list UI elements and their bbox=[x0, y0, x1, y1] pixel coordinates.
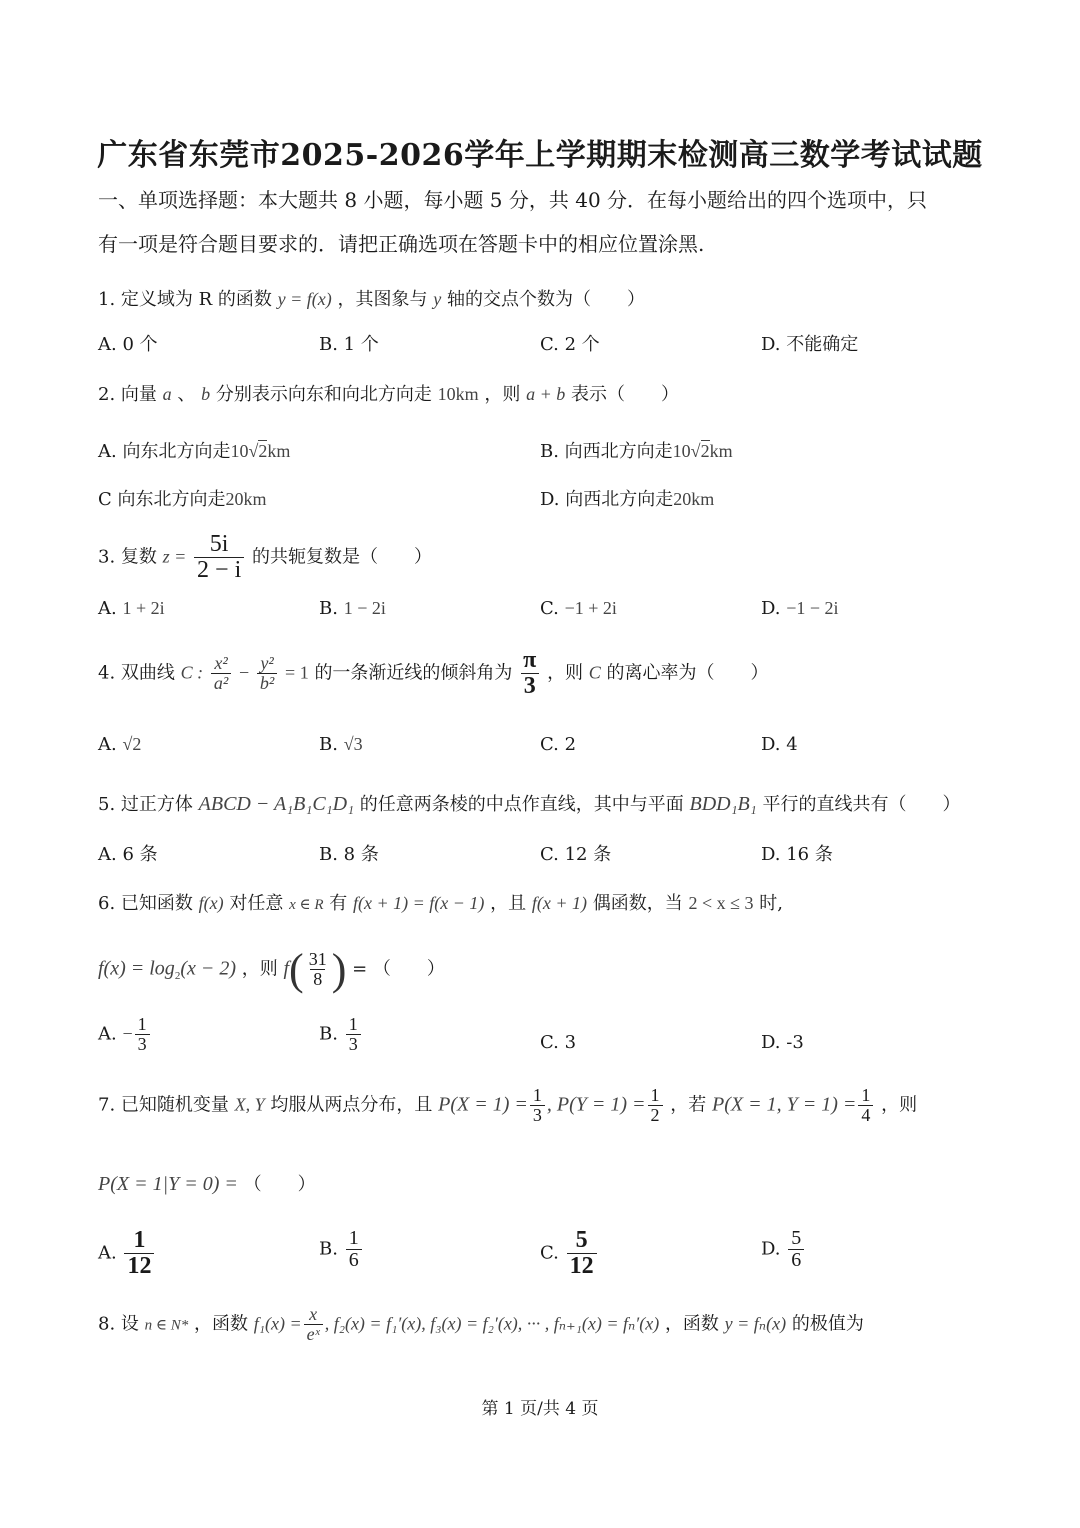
q2-option-b: B. 向西北方向走10√2km bbox=[540, 441, 733, 462]
question-6-line2: $f(x) = \log_2(x - 2)$ ，则 f( $\frac{31}{8}$ ) = （ ） bbox=[98, 945, 445, 994]
question-3: 3. 复数 z = $\frac{5i}{2 - i}$ 的共轭复数是（ ） bbox=[98, 531, 432, 584]
q5-option-c: C. 12 条 bbox=[540, 844, 612, 865]
left-paren: ( bbox=[289, 945, 304, 994]
question-2: 2. 向量 a 、 b 分别表示向东和向北方向走 10km ，则 a + b 表示（ ） bbox=[98, 384, 679, 405]
page-title: 广东省东莞市2025-2026学年上学期期末检测高三数学考试试题 bbox=[97, 138, 983, 173]
question-5: 5. 过正方体 ABCD − A₁B₁C₁D₁ 的任意两条棱的中点作直线，其中与平面 BDD₁B₁ 平行的直线共有（ ） bbox=[98, 793, 961, 815]
q6-option-b: B. $\frac{1}{3}$ bbox=[319, 1015, 363, 1054]
q2-option-a: A. 向东北方向走10√2km bbox=[98, 441, 291, 462]
fraction-pi-over-3: $\frac{\pi}{3}$ bbox=[520, 648, 539, 699]
fraction-x2-over-a2: $\frac{\text{x²}}{\text{a²}}$ bbox=[211, 654, 231, 693]
q3-option-a: A. 1 + 2i bbox=[98, 598, 165, 619]
distance-10km: 10km bbox=[437, 384, 479, 404]
vector-a: a bbox=[162, 384, 172, 404]
q6-option-d: D. -3 bbox=[761, 1032, 804, 1053]
math-y: y bbox=[433, 289, 442, 309]
vector-b: b bbox=[201, 384, 211, 404]
q4-option-a: A. √2 bbox=[98, 734, 142, 755]
question-6: 6. 已知函数 f(x) 对任意 x ∈ R 有 f(x + 1) = f(x − 1) ，且 f(x + 1) 偶函数，当 2 < x ≤ 3 时, bbox=[98, 893, 783, 914]
q5-option-b: B. 8 条 bbox=[319, 844, 379, 865]
right-paren: ) bbox=[331, 945, 347, 994]
q1-option-c: C. 2 个 bbox=[540, 334, 600, 355]
fraction-5i-over-2-minus-i: $\frac{5i}{2 - i}$ bbox=[194, 532, 244, 583]
math-y-eq-fx: y = f(x) bbox=[277, 289, 332, 309]
q7-option-a: A. $\frac{1}{12}$ bbox=[98, 1228, 156, 1279]
question-8: 8. 设 n ∈ N* ，函数 f₁(x) = $\frac{x}{\text{eˣ}}$ , f₂(x) = f₁′(x), f₃(x) = f₂′(x), ··· , fₙ₊₁(x) = fₙ′(x) ，函数 y = fₙ(x) 的极值为 bbox=[98, 1304, 864, 1344]
plane-name: BDD₁B₁ bbox=[689, 793, 757, 815]
q1-option-a: A. 0 个 bbox=[98, 334, 158, 355]
q6-option-a: A. − $\frac{1}{3}$ bbox=[98, 1015, 152, 1054]
q5-option-a: A. 6 条 bbox=[98, 844, 158, 865]
q3-option-d: D. −1 − 2i bbox=[761, 598, 839, 619]
section-instructions-line1: 一、单项选择题：本大题共 8 小题，每小题 5 分，共 40 分．在每小题给出的四个选项中，只 bbox=[98, 188, 928, 212]
q4-option-c: C. 2 bbox=[540, 734, 577, 755]
cube-name: ABCD − A₁B₁C₁D₁ bbox=[198, 793, 355, 815]
q3-option-b: B. 1 − 2i bbox=[319, 598, 386, 619]
q2-option-c: C 向东北方向走20km bbox=[98, 489, 267, 510]
question-7-line2: P(X = 1|Y = 0) = （ ） bbox=[98, 1173, 316, 1195]
question-7: 7. 已知随机变量 X, Y 均服从两点分布，且 P(X = 1) = $\frac{1}{3}$ , P(Y = 1) = $\frac{1}{2}$ ，若 P(X = 1, Y = 1) = $\frac{1}{4}$ ，则 bbox=[98, 1085, 918, 1125]
q1-option-b: B. 1 个 bbox=[319, 334, 379, 355]
q1-option-d: D. 不能确定 bbox=[761, 334, 859, 355]
q7-option-d: D. $\frac{5}{6}$ bbox=[761, 1228, 806, 1271]
question-1: 1. 定义域为 R 的函数 y = f(x) ，其图象与 y 轴的交点个数为（ ） bbox=[98, 289, 645, 310]
q4-option-b: B. √3 bbox=[319, 734, 363, 755]
fraction-31-over-8: $\frac{31}{8}$ bbox=[308, 949, 327, 989]
fraction-y2-over-b2: $\frac{\text{y²}}{\text{b²}}$ bbox=[257, 654, 277, 693]
q6-option-c: C. 3 bbox=[540, 1032, 577, 1053]
q7-option-b: B. $\frac{1}{6}$ bbox=[319, 1228, 364, 1271]
q7-option-c: C. $\frac{5}{12}$ bbox=[540, 1228, 599, 1279]
q4-option-d: D. 4 bbox=[761, 734, 798, 755]
vector-sum: a + b bbox=[526, 384, 566, 404]
q5-option-d: D. 16 条 bbox=[761, 844, 833, 865]
section-instructions-line2: 有一项是符合题目要求的．请把正确选项在答题卡中的相应位置涂黑. bbox=[98, 232, 705, 256]
q2-option-d: D. 向西北方向走20km bbox=[540, 489, 715, 510]
page-footer: 第 1 页/共 4 页 bbox=[481, 1399, 599, 1419]
question-4: 4. 双曲线 C : $\frac{\text{x²}}{\text{a²}}$ − $\frac{\text{y²}}{\text{b²}}$ = 1 的一条渐近线的倾斜角为 $\frac{\pi}{3}$ ，则 C 的离心率为（ ） bbox=[98, 647, 769, 700]
q3-option-c: C. −1 + 2i bbox=[540, 598, 617, 619]
